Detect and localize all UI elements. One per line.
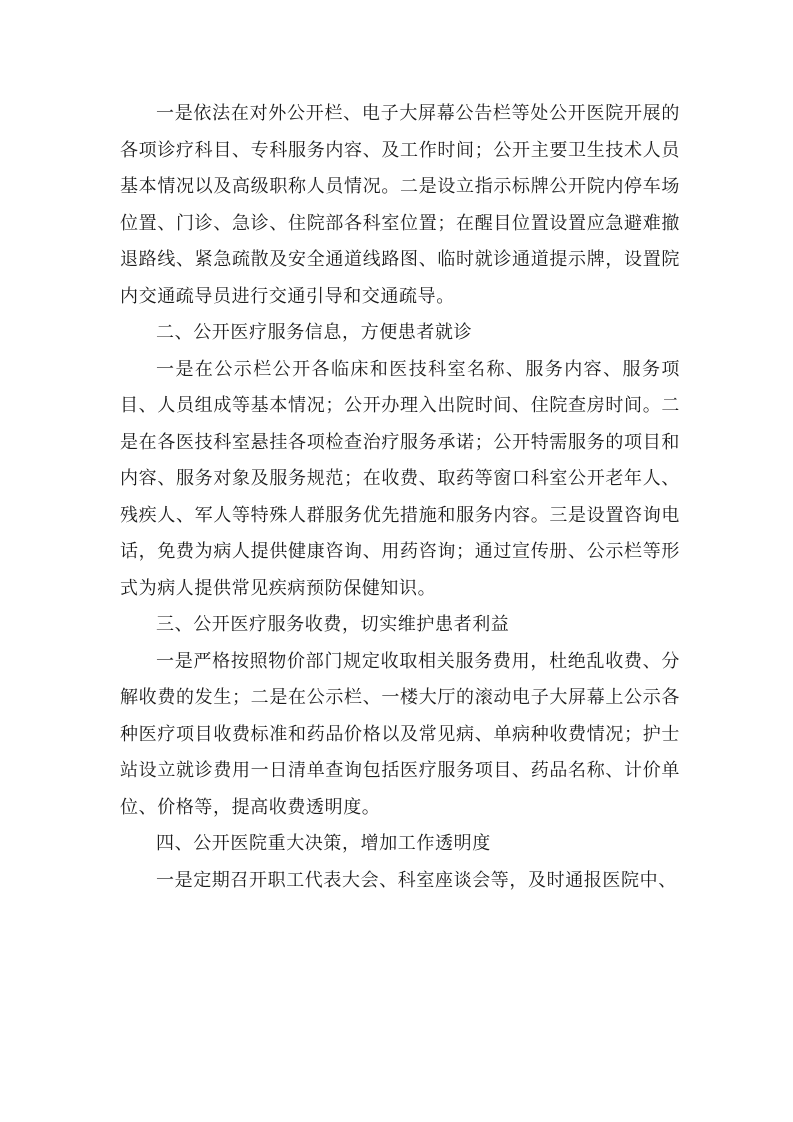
section-heading-major-decisions: 四、公开医院重大决策，增加工作透明度 — [156, 833, 491, 854]
document-body — [120, 96, 680, 899]
paragraph-major-decisions: 一是定期召开职工代表大会、科室座谈会等，及时通报医院中、 — [156, 869, 677, 891]
paragraph-medical-service-info: 一是在公示栏公开各临床和医技科室名称、服务内容、服务项目、人员组成等基本情况；公开办理入出院时间、住院查房时间。二是在各医技科室悬挂各项检查治疗服务承诺；公开特需服务的项目和内容、服务对象及服务规范；在收费、取药等窗口科室公开老年人、残疾人、军人等特殊人群服务优先措施和服务内容。三是设置咨询电话，免费为病人提供健康咨询、用药咨询；通过宣传册、公示栏等形式为病人提供常见疾病预防保健知识。 — [120, 358, 680, 599]
paragraph-service-charges: 一是严格按照物价部门规定收取相关服务费用，杜绝乱收费、分解收费的发生；二是在公示栏、一楼大厅的滚动电子大屏幕上公示各种医疗项目收费标准和药品价格以及常见病、单病种收费情况；护士站设立就诊费用一日清单查询包括医疗服务项目、药品名称、计价单位、价格等，提高收费透明度。 — [120, 650, 680, 818]
section-heading-medical-service-info: 二、公开医疗服务信息，方便患者就诊 — [156, 322, 473, 343]
paragraph-public-info-channels: 一是依法在对外公开栏、电子大屏幕公告栏等处公开医院开展的各项诊疗科目、专科服务内容、及工作时间；公开主要卫生技术人员基本情况以及高级职称人员情况。二是设立指示标牌公开院内停车场位置、门诊、急诊、住院部各科室位置；在醒目位置设置应急避难撤退路线、紧急疏散及安全通道线路图、临时就诊通道提示牌，设置院内交通疏导员进行交通引导和交通疏导。 — [120, 103, 680, 307]
section-heading-service-charges: 三、公开医疗服务收费，切实维护患者利益 — [156, 614, 510, 635]
